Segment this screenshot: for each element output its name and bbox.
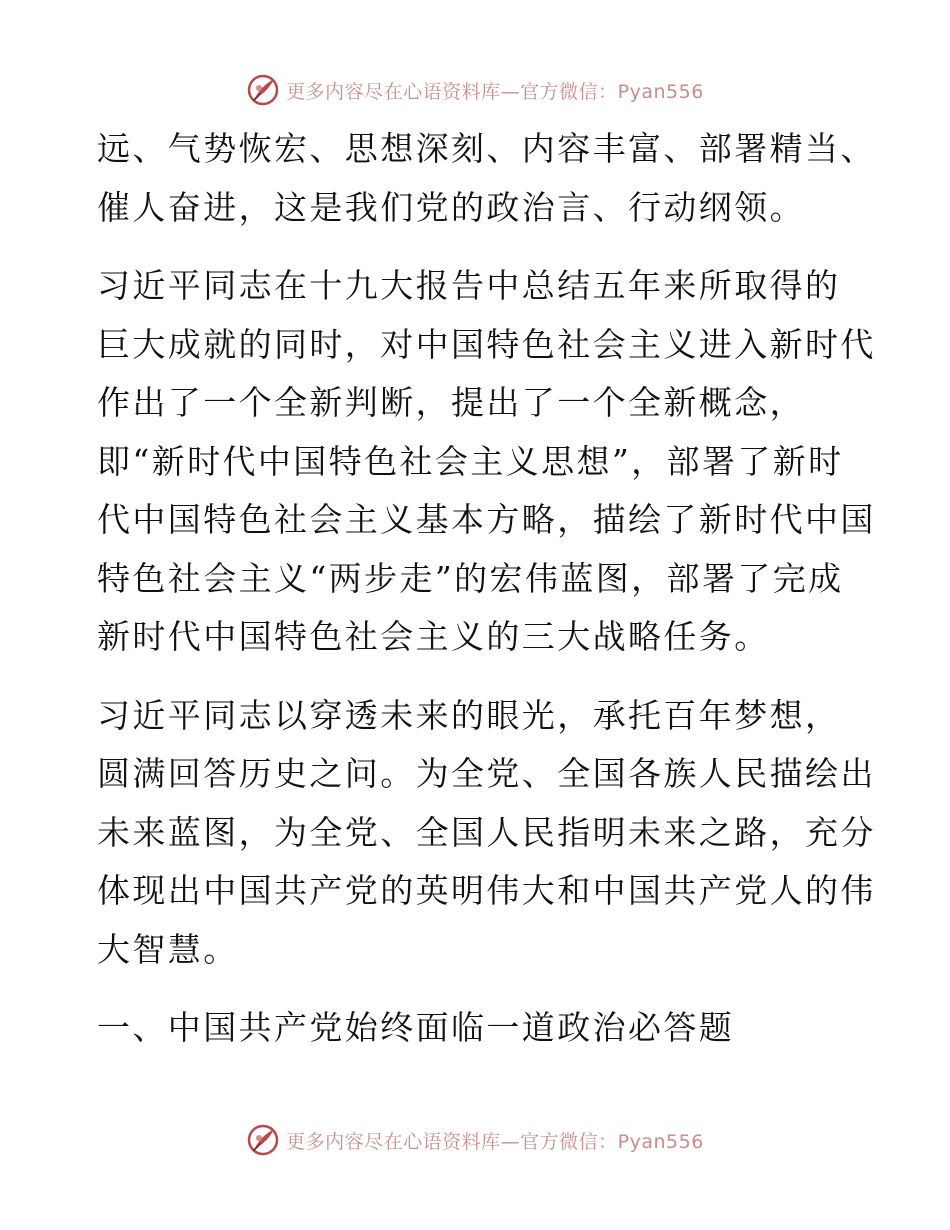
text-line: 体现出中国共产党的英明伟大和中国共产党人的伟 <box>97 871 876 910</box>
text-line: 大智慧。 <box>97 929 239 969</box>
text-line: 代中国特色社会主义基本方略，描绘了新时代中国 <box>97 500 876 539</box>
text-line: 圆满回答历史之问。为全党、全国各族人民描绘出 <box>97 754 876 793</box>
text-line: 巨大成就的同时，对中国特色社会主义进入新时代 <box>97 324 876 364</box>
text-line: 作出了一个全新判断，提出了一个全新概念， <box>97 383 805 422</box>
document-body <box>97 120 876 1058</box>
text-line: 即“新时代中国特色社会主义思想”，部署了新时 <box>97 441 844 481</box>
watermark-text: 更多内容尽在心语资料库—官方微信：Pyan556 <box>286 1130 704 1153</box>
text-line: 习近平同志以穿透未来的眼光，承托百年梦想， <box>97 695 841 735</box>
paragraph-2 <box>97 257 876 667</box>
heading-text: 一、中国共产党始终面临一道政治必答题 <box>97 1008 735 1047</box>
text-line: 未来蓝图，为全党、全国人民指明未来之路，充分 <box>97 812 876 852</box>
text-line: 远、气势恢宏、思想深刻、内容丰富、部署精当、 <box>97 129 876 168</box>
header-watermark <box>0 70 950 110</box>
paragraph-1 <box>97 120 876 237</box>
feather-pen-circle-icon <box>246 73 280 107</box>
text-line: 习近平同志在十九大报告中总结五年来所取得的 <box>97 266 841 305</box>
watermark-text: 更多内容尽在心语资料库—官方微信：Pyan556 <box>286 80 704 103</box>
paragraph-3 <box>97 687 876 980</box>
feather-pen-circle-icon <box>246 1123 280 1157</box>
footer-watermark <box>0 1120 950 1160</box>
text-line: 特色社会主义“两步走”的宏伟蓝图，部署了完成 <box>97 558 844 598</box>
text-line: 催人奋进，这是我们党的政治言、行动纲领。 <box>97 187 805 227</box>
section-heading <box>97 999 857 1058</box>
text-line: 新时代中国特色社会主义的三大战略任务。 <box>97 617 770 656</box>
